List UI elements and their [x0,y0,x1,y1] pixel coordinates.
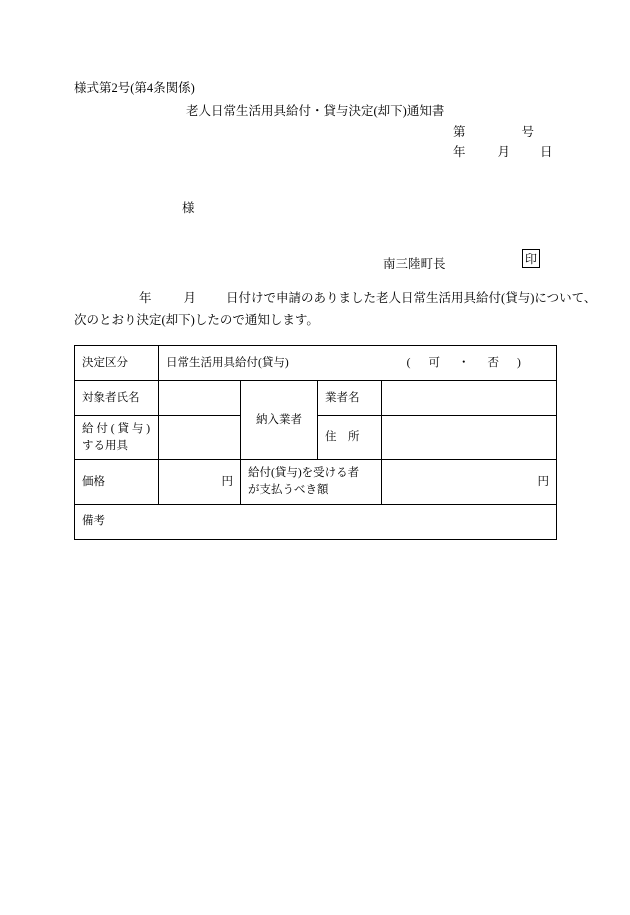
decision-value-text: 日常生活用具給付(貸与) [166,356,289,369]
remarks-label: 備考 [82,515,105,528]
document-number-line [453,122,534,140]
target-person-name-label: 対象者氏名 [75,381,159,416]
form-number: 様式第2号(第4条関係) [74,81,195,95]
document-date-line [453,142,553,160]
application-year-label: 年 [139,291,152,305]
price-field[interactable] [159,460,241,504]
application-month-label: 月 [183,291,197,305]
decision-paren-open: ( [406,356,411,369]
equipment-field[interactable] [159,416,241,460]
table-row-decision [75,346,557,381]
issuer-name: 南三陸町長 [383,257,446,271]
price-label: 価格 [75,460,159,504]
table-row-remarks [75,504,557,539]
decision-category-label: 決定区分 [75,346,159,381]
decision-paren-close: ) [517,356,521,369]
target-person-name-field[interactable] [159,381,241,416]
decision-separator-dot: ・ [458,356,470,369]
application-text: 日付けで申請のありました老人日常生活用具給付(貸与)について、 [226,291,597,305]
table-row-price [75,460,557,504]
addressee-line: 様 [182,201,195,215]
payable-amount-field[interactable] [382,460,557,504]
decision-option-approve[interactable]: 可 [428,356,441,369]
supplier-address-label: 住 所 [318,416,382,460]
payable-amount-label-line1: 給付(貸与)を受ける者 [248,467,360,480]
number-suffix: 号 [521,125,535,139]
seal-stamp-icon: 印 [522,249,540,268]
decision-option-reject[interactable]: 否 [487,356,500,369]
equipment-label-line2: する用具 [82,439,128,452]
document-title: 老人日常生活用具給付・貸与決定(却下)通知書 [186,104,445,118]
date-day-label: 日 [540,145,553,159]
table-row-target-name [75,381,557,416]
payable-amount-label-line2: が支払うべき額 [248,484,329,497]
body-text-line-1 [139,288,596,306]
supplier-address-field[interactable] [382,416,557,460]
remarks-cell[interactable] [75,504,557,539]
price-unit: 円 [221,475,233,488]
body-text-line-2: 次のとおり決定(却下)したので通知します。 [74,313,319,327]
supplier-label: 納入業者 [241,381,318,460]
payable-amount-unit: 円 [537,475,550,488]
supplier-name-label: 業者名 [318,381,382,416]
payable-amount-label [241,460,382,504]
number-label: 第 [453,125,466,139]
equipment-label [75,416,159,460]
decision-category-value [159,346,557,381]
date-month-label: 月 [497,145,511,159]
supplier-name-field[interactable] [382,381,557,416]
decision-table [74,345,557,540]
equipment-label-line1: 給 付 ( 貸 与 ) [82,423,151,435]
date-year-label: 年 [453,145,466,159]
